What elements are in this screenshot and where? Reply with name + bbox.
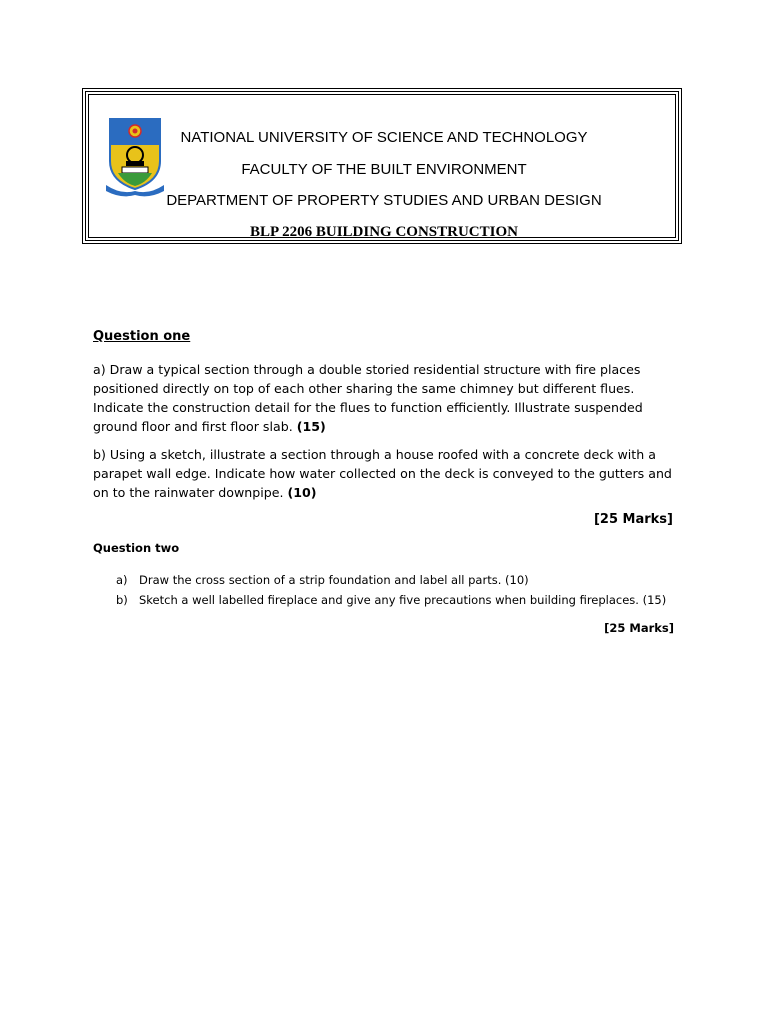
university-crest-icon [106, 115, 166, 197]
list-item-label: b) [116, 592, 128, 607]
question-one-part-a [93, 360, 675, 436]
question-one-title: Question one [93, 329, 191, 344]
question-one-part-a-marks: (15) [296, 419, 326, 434]
question-one-part-b [93, 445, 675, 502]
list-item [116, 591, 666, 611]
list-item [116, 571, 666, 591]
university-name: NATIONAL UNIVERSITY OF SCIENCE AND TECHNOLOGY [180, 129, 588, 146]
list-item-text: Sketch a well labelled fireplace and give any five precautions when building fireplaces. (15) [139, 592, 667, 607]
faculty-name: FACULTY OF THE BUILT ENVIRONMENT [241, 161, 527, 178]
question-one-total-marks: [25 Marks] [593, 512, 673, 527]
question-two-list [116, 571, 666, 610]
list-item-label: a) [116, 573, 128, 587]
question-one-part-b-marks: (10) [287, 485, 317, 500]
department-name: DEPARTMENT OF PROPERTY STUDIES AND URBAN DESIGN [166, 192, 602, 209]
list-item-text: Draw the cross section of a strip foundation and label all parts. (10) [139, 573, 529, 587]
question-one-part-a-text: a) Draw a typical section through a double storied residential structure with fire places positioned directly on top of each other sharing the same chimney but different flues. Indicate the construction detail for the flues to function efficiently. Illustrate suspended ground floor and first floor slab. [93, 362, 643, 434]
question-one-part-b-text: b) Using a sketch, illustrate a section through a house roofed with a concrete deck with a parapet wall edge. Indicate how water collected on the deck is conveyed to the gutters and on to the rainwater downpipe. [93, 447, 672, 500]
question-two-total-marks: [25 Marks] [604, 621, 674, 635]
question-two-title: Question two [93, 541, 180, 555]
course-title: BLP 2206 BUILDING CONSTRUCTION [250, 224, 518, 240]
